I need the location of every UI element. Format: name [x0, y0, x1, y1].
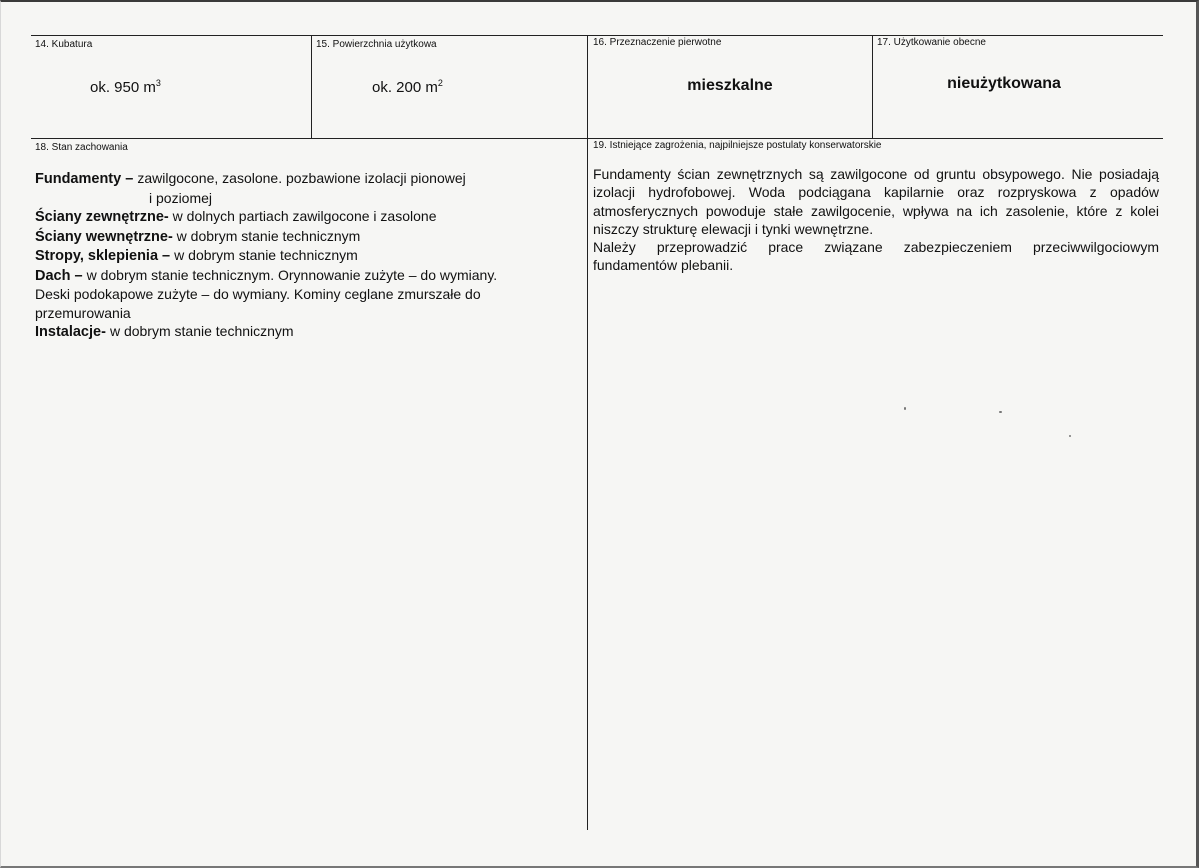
condition-line-heading: Ściany zewnętrzne- — [35, 209, 169, 225]
condition-line-heading: Instalacje- — [35, 324, 110, 340]
condition-line-text: w dobrym stanie technicznym — [172, 227, 361, 244]
divider-14-15 — [311, 35, 312, 139]
field-17-label: 17. Użytkowanie obecne — [877, 37, 986, 48]
threats-paragraph: Należy przeprowadzić prace związane zabezpieczeniem przeciwwilgociowym fundamentów plebanii. — [593, 239, 1159, 274]
powierzchnia-value: ok. 200 m — [372, 79, 438, 96]
threats-paragraph: Fundamenty ścian zewnętrznych są zawilgocone od gruntu obsypowego. Nie posiadają izolacji hydrofobowej. Woda podciągana kapilarnie oraz rozpryskowa z opadów atmosferycznych powoduje stałe zawilgocenie, wpływa na ich zasolenie, które z kolei niszczy strukturę elewacji i tynki wewnętrzne. — [593, 166, 1159, 237]
condition-line — [35, 304, 575, 323]
field-14-value — [90, 79, 161, 96]
powierzchnia-unit-exponent: 2 — [437, 78, 443, 88]
condition-line-text: i poziomej — [149, 189, 213, 206]
condition-line — [35, 207, 575, 227]
condition-line-text: zawilgocone, zasolone. pozbawione izolacji pionowej — [137, 170, 466, 186]
field-15-label: 15. Powierzchnia użytkowa — [316, 39, 437, 50]
condition-line — [35, 227, 575, 247]
scan-speck — [1069, 435, 1071, 437]
condition-line-text: w dobrym stanie technicznym — [109, 323, 294, 339]
condition-line-heading: Fundamenty – — [35, 171, 138, 187]
condition-line-heading: Dach – — [35, 267, 87, 284]
field-17-value: nieużytkowana — [947, 75, 1061, 92]
field-19-label: 19. Istniejące zagrożenia, najpilniejsze postulaty konserwatorskie — [593, 140, 882, 151]
field-14-label: 14. Kubatura — [35, 39, 93, 50]
kubatura-unit-exponent: 3 — [155, 78, 161, 88]
condition-line-text: Deski podokapowe zużyte – do wymiany. Kominy ceglane zmurszałe do — [35, 286, 481, 302]
scan-speck — [904, 407, 906, 410]
field-16-value: mieszkalne — [687, 77, 773, 94]
condition-line-heading: Ściany wewnętrzne- — [35, 228, 173, 245]
condition-description — [35, 169, 575, 342]
scan-speck — [999, 411, 1002, 413]
row1-top-border — [31, 35, 1163, 36]
condition-line — [35, 285, 575, 304]
condition-line — [35, 322, 575, 342]
condition-line-text: przemurowania — [35, 304, 131, 321]
divider-center — [587, 35, 588, 830]
field-18-label: 18. Stan zachowania — [35, 142, 128, 153]
field-16-label: 16. Przeznaczenie pierwotne — [593, 37, 722, 48]
condition-line-text: w dolnych partiach zawilgocone i zasolone — [168, 208, 437, 224]
condition-line — [35, 246, 575, 266]
row1-bottom-border — [31, 138, 1163, 139]
condition-line — [35, 266, 575, 286]
threats-description — [593, 165, 1159, 275]
condition-line — [35, 169, 575, 189]
field-15-value — [372, 79, 443, 96]
condition-line-text: w dobrym stanie technicznym. Orynnowanie zużyte – do wymiany. — [86, 266, 498, 283]
condition-line — [35, 189, 575, 208]
kubatura-value: ok. 950 m — [90, 79, 156, 96]
condition-line-heading: Stropy, sklepienia – — [35, 248, 175, 264]
condition-line-text: w dobrym stanie technicznym — [174, 247, 358, 263]
